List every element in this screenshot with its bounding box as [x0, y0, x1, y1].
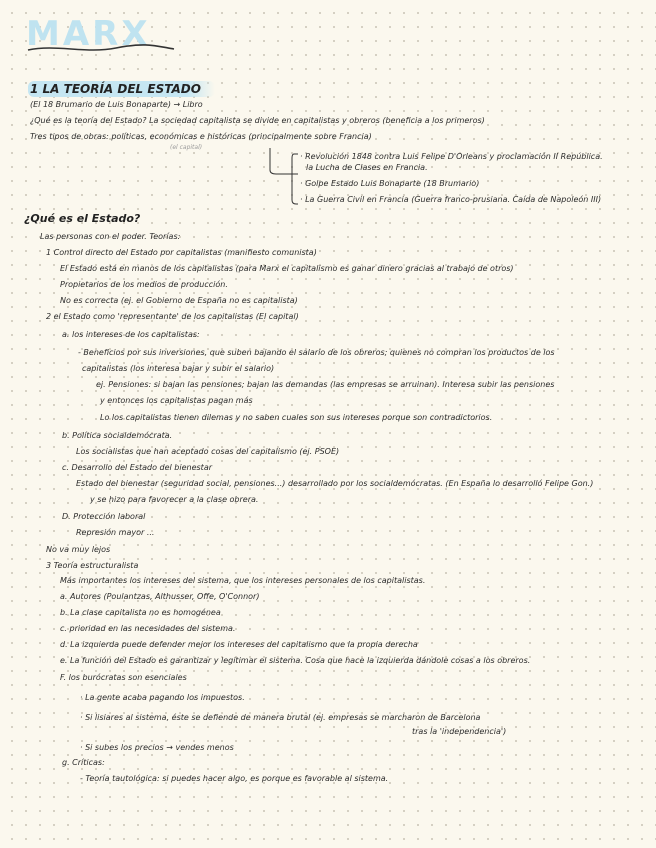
s2-line: c. Desarrollo del Estado del bienestar: [62, 463, 213, 472]
s2-line: No va muy lejos: [46, 545, 111, 554]
s2-line: c. prioridad en las necesidades del sistema.: [60, 624, 236, 633]
section-1-heading: 1 LA TEORÍA DEL ESTADO: [28, 81, 215, 97]
s1-note-capital: (el capital): [170, 144, 203, 151]
s2-line: tras la 'independencia'): [412, 727, 507, 736]
s2-line: Los socialistas que han aceptado cosas del capitalismo (ej. PSOE): [76, 447, 340, 456]
s2-line: y se hizo para favorecer a la clase obrera.: [90, 495, 259, 504]
s1-line-3: Tres tipos de obras: políticas, económicas e históricas (principalmente sobre Francia): [30, 132, 372, 141]
s2-line: b. La clase capitalista no es homogénea: [60, 608, 221, 617]
s1-bracket-item-3: · La Guerra Civil en Francia (Guerra franco-prusiana. Caída de Napoleón III): [300, 195, 602, 204]
s2-line: - Teoría tautológica: si puedes hacer algo, es porque es favorable al sistema.: [80, 774, 389, 783]
s2-line: e. La función del Estado es garantizar y legitimar el sistema. Cosa que hace la izquierda dándole cosas a los obreros.: [60, 656, 531, 665]
title-block: [26, 14, 176, 58]
s2-line: y entonces los capitalistas pagan más: [100, 396, 253, 405]
s2-line: F. los burócratas son esenciales: [60, 673, 187, 682]
title-underline: [26, 40, 176, 56]
s2-line: Represión mayor ...: [76, 528, 155, 537]
s2-line: · Si lisiares al sistema, éste se defiende de manera brutal (ej. empresas se marcharon de Barcelona: [80, 713, 481, 722]
s1-line-1: (El 18 Brumario de Luis Bonaparte) → Libro: [30, 100, 203, 109]
s2-line: · Si subes los precios → vendes menos: [80, 743, 234, 752]
s2-line: 2 el Estado como 'representante' de los capitalistas (El capital): [46, 312, 299, 321]
s2-line: Más importantes los intereses del sistema, que los intereses personales de los capitalistas.: [60, 576, 426, 585]
s2-line: a. Autores (Poulantzas, Althusser, Offe, O'Connor): [60, 592, 260, 601]
s2-line: Estado del bienestar (seguridad social, pensiones...) desarrollado por los socialdemócratas. (En España lo desarrolló Felipe Gon.): [76, 479, 594, 488]
s2-line: b. Política socialdemócrata.: [62, 431, 173, 440]
s2-line: - Beneficios por sus inversiones, que suben bajando el salario de los obreros; quienes no compran los productos de los: [78, 348, 555, 357]
s1-bracket-item-1b: la Lucha de Clases en Francia.: [306, 163, 428, 172]
bracket-connector: [262, 148, 302, 208]
s2-line: g. Críticas:: [62, 758, 105, 767]
s2-line: · La gente acaba pagando los impuestos.: [80, 693, 245, 702]
section-2-heading: ¿Qué es el Estado?: [24, 212, 141, 225]
s1-bracket-item-2: · Golpe Estado Luis Bonaparte (18 Brumario): [300, 179, 480, 188]
s2-line: Propietarios de los medios de producción.: [60, 280, 228, 289]
s1-bracket-item-1: · Revolución 1848 contra Luis Felipe D'Orleans y proclamación II República.: [300, 152, 603, 161]
s2-line: d. La izquierda puede defender mejor los intereses del capitalismo que la propia derecha: [60, 640, 418, 649]
s2-line: 3 Teoría estructuralista: [46, 561, 139, 570]
s2-line: 1 Control directo del Estado por capitalistas (manifiesto comunista): [46, 248, 317, 257]
s2-line: capitalistas (los interesa bajar y subir el salario): [82, 364, 275, 373]
s2-line: No es correcta (ej. el Gobierno de España no es capitalista): [60, 296, 298, 305]
s2-line: a. los intereses de los capitalistas:: [62, 330, 200, 339]
s2-line: ej. Pensiones: si bajan las pensiones; bajan las demandas (las empresas se arruinan). Interesa subir las pensiones: [96, 380, 555, 389]
page-title: MARX: [26, 14, 151, 54]
s2-line: Lo los capitalistas tienen dilemas y no saben cuales son sus intereses porque son contradictorios.: [100, 413, 493, 422]
s1-line-2: ¿Qué es la teoría del Estado? La sociedad capitalista se divide en capitalistas y obreros (beneficia a los primeros): [30, 116, 485, 125]
s2-line: D. Protección laboral: [62, 512, 146, 521]
s2-line: El Estado está en manos de los capitalistas (para Marx el capitalismo es ganar dinero gracias al trabajo de otros): [60, 264, 514, 273]
s2-line: Las personas con el poder. Teorías:: [40, 232, 181, 241]
